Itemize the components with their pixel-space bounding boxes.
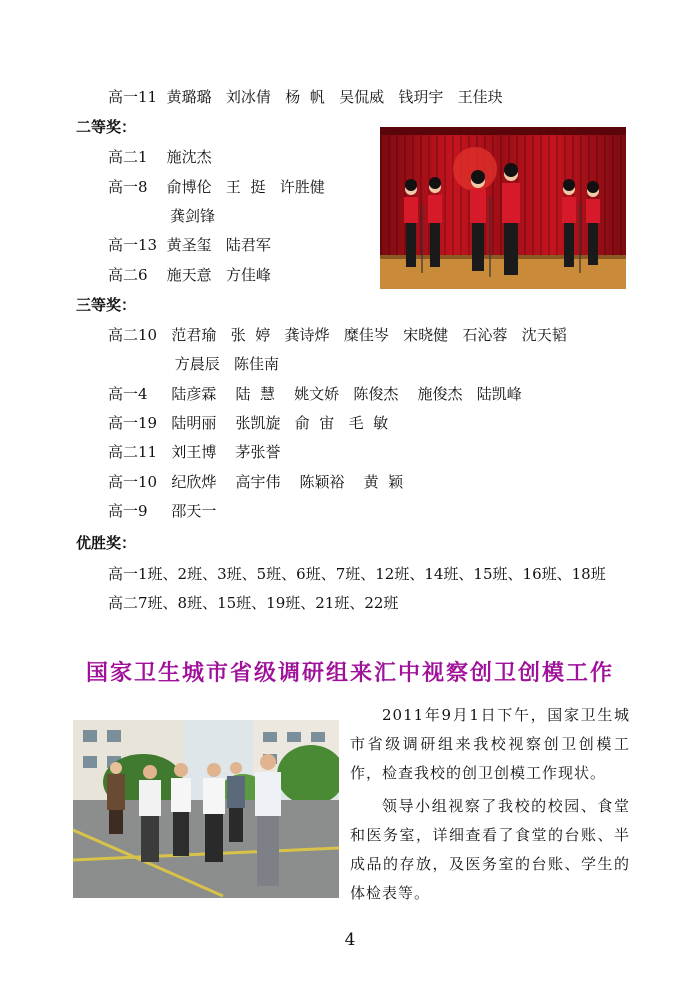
award-line: 高一4 陆彦霖 陆 慧 姚文娇 陈俊杰 施俊杰 陆凯峰 xyxy=(108,385,522,403)
award-line: 高一11 黄璐璐 刘冰倩 杨 帆 吴侃威 钱玥宇 王佳玦 xyxy=(108,88,503,106)
award-line: 高一19 陆明丽 张凯旋 俞 宙 毛 敏 xyxy=(108,414,389,432)
award-line: 高一8 俞博伦 王 挺 许胜健 xyxy=(108,178,325,196)
award-line: 高一13 黄圣玺 陆君军 xyxy=(108,236,271,254)
merit-prize-heading: 优胜奖： xyxy=(76,534,137,552)
award-line: 方晨辰 陈佳南 xyxy=(108,355,280,373)
stage-performance-photo xyxy=(380,127,626,289)
award-line: 高二10 范君瑜 张 婷 龚诗烨 糜佳岑 宋晓健 石沁蓉 沈天韬 xyxy=(108,326,567,344)
article-paragraph: 2011年9月1日下午，国家卫生城市省级调研组来我校视察创卫创模工作，检查我校的创卫创模工作现状。 xyxy=(350,706,630,782)
page-number: 4 xyxy=(344,930,356,950)
award-line: 高一1班、2班、3班、5班、6班、7班、12班、14班、15班、16班、18班 xyxy=(108,565,606,583)
inspection-visit-photo xyxy=(73,720,339,898)
award-line: 高二1 施沈杰 xyxy=(108,148,212,166)
award-line: 高二7班、8班、15班、19班、21班、22班 xyxy=(108,594,399,612)
award-line: 高一10 纪欣烨 高宇伟 陈颖裕 黄 颖 xyxy=(108,473,404,491)
second-prize-heading: 二等奖： xyxy=(76,118,137,136)
award-line: 高二11 刘王博 茅张誉 xyxy=(108,443,281,461)
award-line: 龚剑锋 xyxy=(108,207,215,225)
award-line: 高二6 施天意 方佳峰 xyxy=(108,266,271,284)
award-line: 高一9 邵天一 xyxy=(108,502,217,520)
article-paragraph: 领导小组视察了我校的校园、食堂和医务室，详细查看了食堂的台账、半成品的存放，及医务室的台账、学生的体检表等。 xyxy=(350,797,630,902)
third-prize-heading: 三等奖： xyxy=(76,296,137,314)
article-title: 国家卫生城市省级调研组来汇中视察创卫创模工作 xyxy=(85,661,614,686)
